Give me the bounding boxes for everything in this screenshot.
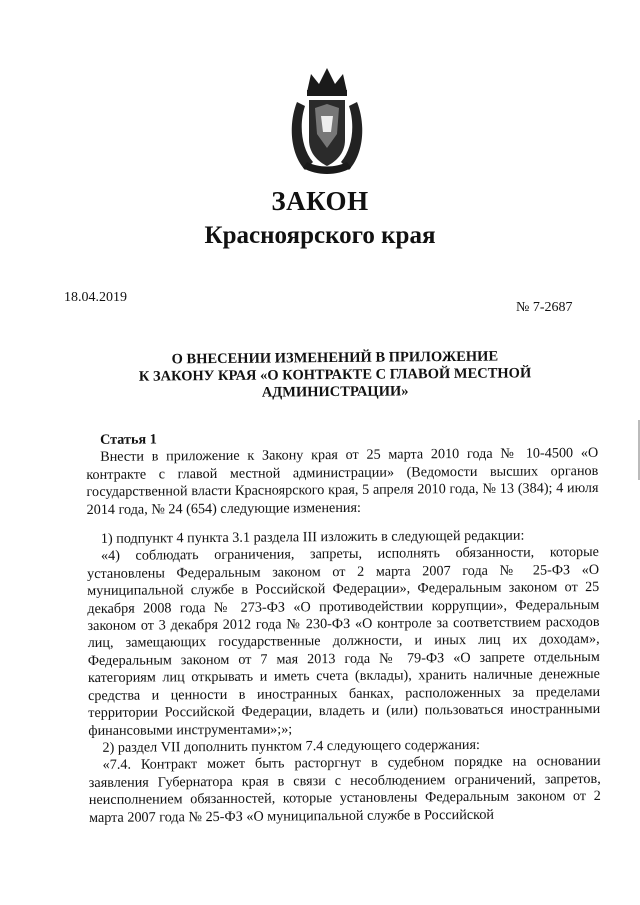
law-body — [86, 428, 601, 827]
law-number: № 7-2687 — [516, 300, 573, 315]
paragraph: «4) соблюдать ограничения, запреты, исполнять обязанности, которые установлены Федеральным законом от 2 марта 2007 года № 25-ФЗ «О муниципальной службе в Российской Федерации», Федеральным законом от 25 декабря 2008 года № 273-ФЗ «О противодействии коррупции», Федеральным законом от 3 декабря 2012 года № 230-ФЗ «О контроле за соответствием расходов лиц, замещающих государственные должности, и иных лиц их доходам», Федеральным законом от 7 мая 2013 года № 79-ФЗ «О запрете отдельным категориям лиц открывать и иметь счета (вклады), хранить наличные денежные средства и ценности в иностранных банках, расположенных за пределами территории Российской Федерации, владеть и (или) пользоваться иностранными финансовыми инструментами»;»; — [87, 544, 601, 739]
law-subtitle: Красноярского края — [204, 222, 436, 249]
paragraph: «7.4. Контракт может быть расторгнут в судебном порядке на основании заявления Губернатора края в связи с несоблюдением ограничений, запретов, неисполнением обязанностей, которые установлены Федеральным законом от 2 марта 2007 года № 25-ФЗ «О муниципальной службе в Российской — [88, 753, 601, 826]
coat-of-arms-emblem — [287, 62, 367, 180]
law-date: 18.04.2019 — [64, 290, 127, 305]
heading-line: О ВНЕСЕНИИ ИЗМЕНЕНИЙ В ПРИЛОЖЕНИЕ — [171, 348, 499, 368]
law-heading — [120, 348, 550, 403]
paragraph: 1) подпункт 4 пункта 3.1 раздела III изложить в следующей редакции: — [100, 527, 525, 547]
article-title: Статья 1 — [99, 431, 157, 448]
law-title: ЗАКОН — [271, 186, 369, 216]
heading-line: К ЗАКОНУ КРАЯ «О КОНТРАКТЕ С ГЛАВОЙ МЕСТНОЙ — [138, 365, 532, 385]
paragraph: 2) раздел VII дополнить пунктом 7.4 следующего содержания: — [102, 736, 481, 756]
heading-line: АДМИНИСТРАЦИИ» — [261, 383, 409, 401]
paragraph: Внести в приложение к Закону края от 25 марта 2010 года № 10-4500 «О контракте с главой местной администрации» (Ведомости высших органов государственной власти Красноярского края, 5 апреля 2010 года, № 13 (384); 4 июля 2014 года, № 24 (654) следующие изменения: — [86, 445, 599, 518]
